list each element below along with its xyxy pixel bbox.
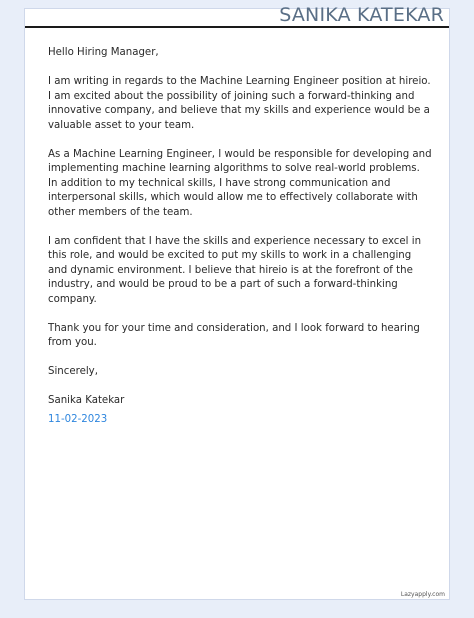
header-divider [25, 26, 449, 28]
footer-watermark: Lazyapply.com [400, 591, 445, 598]
letter-body [48, 46, 432, 442]
paragraph-responsibilities: As a Machine Learning Engineer, I would be responsible for developing and implementing machine learning algorithms to solve real-world problems. In addition to my technical skills, I have strong communication and interpersonal skills, which would allow me to effectively collaborate with other members of the team. [48, 148, 432, 218]
letter-date: 11-02-2023 [48, 413, 108, 425]
closing: Sincerely, [48, 366, 98, 377]
paragraph-intro: I am writing in regards to the Machine Learning Engineer position at hireio. I am excited about the possibility of joining such a forward-thinking and innovative company, and believe that my skills and experience would be a valuable asset to your team. [48, 76, 431, 131]
paragraph-confidence: I am confident that I have the skills and experience necessary to excel in this role, and would be excited to put my skills to work in a challenging and dynamic environment. I believe that hireio is at the forefront of the industry, and would be proud to be a part of such a forward-thinking company. [48, 235, 422, 305]
greeting: Hello Hiring Manager, [48, 47, 159, 58]
applicant-name-heading: SANIKA KATEKAR [279, 4, 444, 26]
paragraph-thanks: Thank you for your time and consideration, and I look forward to hearing from you. [48, 322, 420, 348]
signature-name: Sanika Katekar [48, 395, 125, 406]
